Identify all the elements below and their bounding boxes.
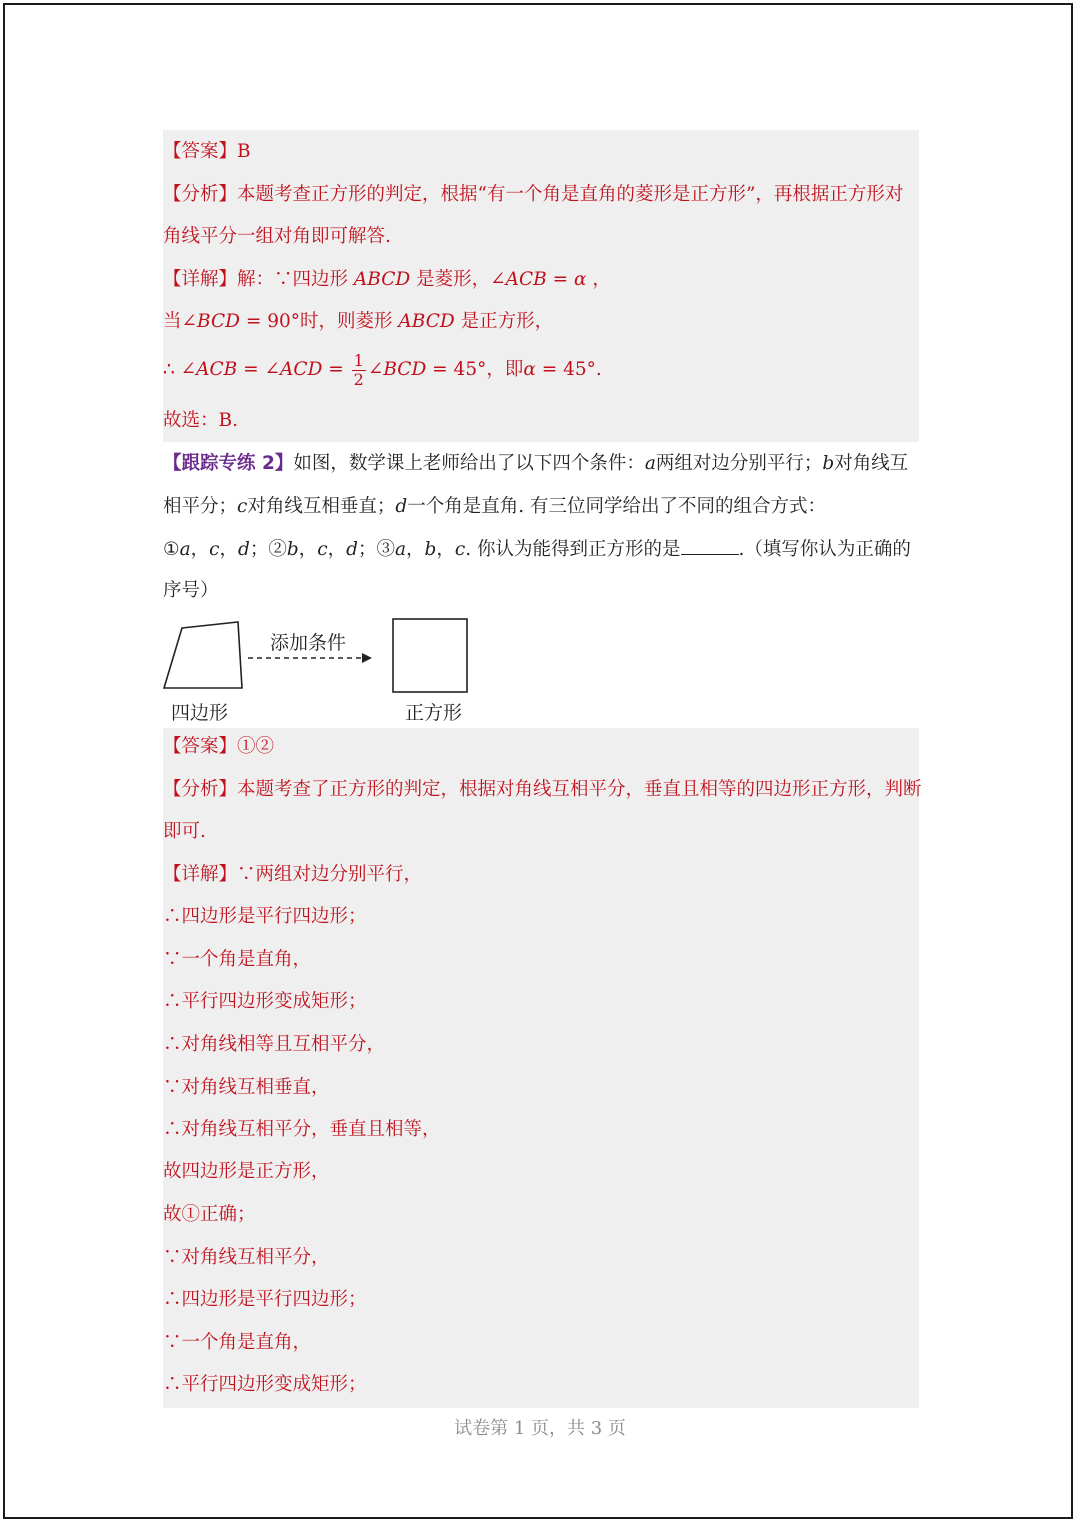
conclusion-text: 故选：B. xyxy=(163,410,238,431)
math-text: = xyxy=(322,359,350,380)
a2-answer-line xyxy=(163,734,274,760)
step-text: 故①正确； xyxy=(163,1204,256,1225)
detail-text: ， xyxy=(586,269,611,290)
answer-blank xyxy=(681,536,739,555)
math-text: α xyxy=(573,269,587,290)
fraction-numerator: 1 xyxy=(353,350,364,370)
a2-analysis-line-1 xyxy=(163,777,922,803)
step-text: ∵一个角是直角， xyxy=(163,949,312,970)
question-text: ；③ xyxy=(357,539,395,560)
question-text: 序号） xyxy=(163,580,219,601)
a2-step xyxy=(163,1330,311,1356)
math-text: ABCD xyxy=(398,311,455,332)
math-text: a xyxy=(395,539,407,560)
q1-conclusion xyxy=(163,408,238,434)
question-text: ① xyxy=(163,539,180,560)
q2-line-4 xyxy=(163,578,219,604)
analysis-text: 即可. xyxy=(163,821,206,842)
math-text: ∠BCD xyxy=(181,311,240,332)
step-text: ∵一个角是直角， xyxy=(163,1332,312,1353)
a2-analysis-line-2 xyxy=(163,819,206,845)
analysis-text: 本题考查正方形的判定，根据“有一个角是直角的菱形是正方形”，再根据正方形对 xyxy=(237,184,904,205)
detail-text: = 90°时，则菱形 xyxy=(239,311,399,332)
a2-detail-line-1 xyxy=(163,862,422,888)
math-text: d xyxy=(238,539,250,560)
arrow-head-icon xyxy=(362,653,372,663)
answer-value: ①② xyxy=(237,736,275,757)
math-text: c xyxy=(237,496,248,517)
q2-line-3 xyxy=(163,536,911,563)
step-text: ∴平行四边形变成矩形； xyxy=(163,991,367,1012)
question-text: ， xyxy=(436,539,455,560)
fraction xyxy=(352,352,366,389)
detail-text: = 45°，即 xyxy=(426,359,524,380)
figure-right-label: 正方形 xyxy=(405,702,463,724)
a2-step xyxy=(163,904,367,930)
page-footer: 试卷第 1 页，共 3 页 xyxy=(454,1418,626,1439)
math-text: ∴ xyxy=(163,359,181,380)
math-text: ABCD xyxy=(353,269,411,290)
question-text: 相平分； xyxy=(163,496,238,517)
q2-line-2 xyxy=(163,494,826,520)
analysis-tag: 【分析】 xyxy=(163,184,238,205)
question-text: . 你认为能得到正方形的是 xyxy=(465,539,681,560)
step-text: ∴平行四边形变成矩形； xyxy=(163,1374,367,1395)
step-text: ∴四边形是平行四边形； xyxy=(163,906,367,927)
step-text: ∴四边形是平行四边形； xyxy=(163,1289,367,1310)
step-text: ∴对角线互相平分，垂直且相等， xyxy=(163,1119,441,1140)
detail-text: ∵两组对边分别平行， xyxy=(237,864,423,885)
a2-step xyxy=(163,1245,330,1271)
q1-answer-line xyxy=(163,139,251,165)
q1-detail-line-1 xyxy=(163,267,611,293)
question-text: 对角线互相垂直； xyxy=(247,496,396,517)
detail-tag: 【详解】 xyxy=(163,864,238,885)
question-text: ， xyxy=(298,539,318,560)
detail-text: 解：∵四边形 xyxy=(237,269,354,290)
answer-value: B xyxy=(237,141,251,162)
analysis-text: 本题考查了正方形的判定，根据对角线互相平分，垂直且相等的四边形正方形，判断 xyxy=(237,779,922,800)
a2-step xyxy=(163,1032,385,1058)
question-figure xyxy=(160,612,480,700)
square-shape xyxy=(393,619,467,692)
detail-text: 当 xyxy=(163,311,182,332)
question-text: 如图，数学课上老师给出了以下四个条件： xyxy=(293,453,645,474)
step-text: ∴对角线相等且互相平分， xyxy=(163,1034,386,1055)
math-text: a xyxy=(644,453,656,474)
question-text: .（填写你认为正确的 xyxy=(738,539,911,560)
a2-step xyxy=(163,1372,367,1398)
quadrilateral-shape xyxy=(164,622,242,688)
math-text: b xyxy=(424,539,437,560)
math-text: d xyxy=(395,496,408,517)
analysis-tag: 【分析】 xyxy=(163,779,238,800)
q1-analysis-line-2 xyxy=(163,224,391,250)
a2-step xyxy=(163,1075,330,1101)
a2-step xyxy=(163,989,367,1015)
question-text: 一个角是直角. 有三位同学给出了不同的组合方式： xyxy=(407,496,827,517)
answer-tag: 【答案】 xyxy=(163,736,238,757)
math-text: c xyxy=(209,539,220,560)
math-text: a xyxy=(179,539,191,560)
question-text: ， xyxy=(327,539,347,560)
math-text: b xyxy=(822,453,835,474)
question-text: ， xyxy=(190,539,210,560)
answer-tag: 【答案】 xyxy=(163,141,238,162)
detail-text: 是菱形， xyxy=(410,269,491,290)
detail-tag: 【详解】 xyxy=(163,269,238,290)
math-text: ∠BCD xyxy=(367,359,427,380)
question-text: ， xyxy=(219,539,239,560)
math-text: = xyxy=(237,359,265,380)
math-text: c xyxy=(454,539,466,560)
analysis-text: 角线平分一组对角即可解答. xyxy=(163,226,391,247)
math-text: ∠ACB xyxy=(490,269,547,290)
step-text: 故四边形是正方形， xyxy=(163,1161,330,1182)
a2-step xyxy=(163,1159,330,1185)
detail-text: 是正方形， xyxy=(454,311,554,332)
q1-detail-line-3 xyxy=(163,348,602,392)
a2-step xyxy=(163,947,311,973)
math-text: b xyxy=(286,539,299,560)
fraction-denominator: 2 xyxy=(353,369,364,389)
exercise-tag: 【跟踪专练 2】 xyxy=(163,453,294,474)
step-text: ∵对角线互相平分， xyxy=(163,1247,330,1268)
question-text: 两组对边分别平行； xyxy=(655,453,823,474)
detail-text: = 45°. xyxy=(535,359,602,380)
question-text: ， xyxy=(406,539,425,560)
figure-arrow-label: 添加条件 xyxy=(270,632,347,654)
math-text: d xyxy=(346,539,358,560)
math-text: = xyxy=(546,269,574,290)
a2-step xyxy=(163,1287,367,1313)
a2-step xyxy=(163,1202,256,1228)
math-text: ∠ACD xyxy=(264,359,323,380)
step-text: ∵对角线互相垂直， xyxy=(163,1077,330,1098)
a2-step xyxy=(163,1117,441,1143)
math-text: α xyxy=(523,359,536,380)
question-text: ；② xyxy=(249,539,287,560)
q1-detail-line-2 xyxy=(163,309,553,335)
figure-left-label: 四边形 xyxy=(171,702,229,724)
question-text: 对角线互 xyxy=(834,453,909,474)
math-text: c xyxy=(317,539,328,560)
q1-analysis-line-1 xyxy=(163,182,903,208)
math-text: ∠ACB xyxy=(180,359,238,380)
q2-line-1 xyxy=(163,451,908,477)
